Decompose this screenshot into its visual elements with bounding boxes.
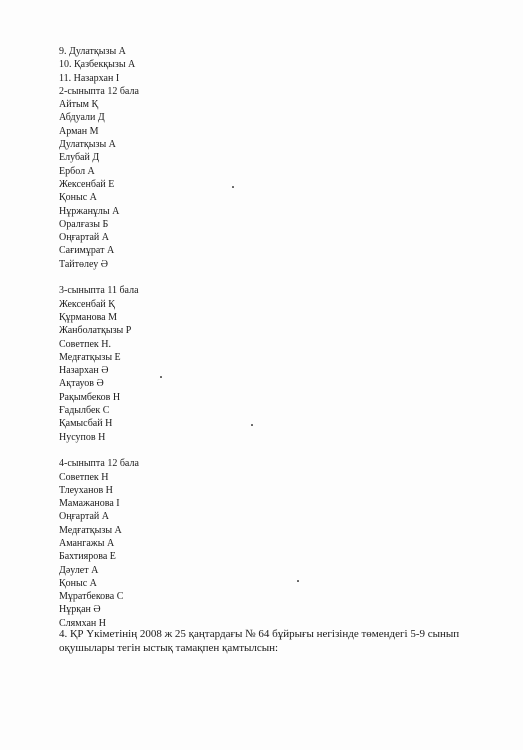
list-item: Елубай Д bbox=[59, 152, 100, 164]
list-item: Медғатқызы А bbox=[59, 524, 122, 536]
list-item: Медғатқызы Е bbox=[59, 351, 121, 363]
list-item: Сағимұрат А bbox=[59, 245, 115, 257]
list-item: Тлеуханов Н bbox=[59, 484, 113, 496]
list-item: Ақтауов Ә bbox=[59, 378, 104, 390]
list-item: Жексенбай Е bbox=[59, 178, 115, 190]
list-item: Бахтиярова Е bbox=[59, 551, 116, 563]
list-item: Рақымбеков Н bbox=[59, 391, 121, 403]
paragraph-line: 4. ҚР Үкіметінің 2008 ж 25 қаңтардағы № 64 бұйрығы негізінде төмендегі 5-9 сынып bbox=[59, 628, 460, 640]
student-list bbox=[59, 45, 479, 630]
section-gap bbox=[59, 444, 479, 457]
list-item: Жексенбай Қ bbox=[59, 298, 115, 310]
list-item: Оралғазы Б bbox=[59, 218, 109, 230]
list-item: 11. Назархан І bbox=[59, 72, 120, 84]
list-item: Советпек Н bbox=[59, 471, 109, 483]
section-gap bbox=[59, 271, 479, 284]
list-item: 10. Қазбекқызы А bbox=[59, 59, 136, 71]
list-item: Мұратбекова С bbox=[59, 591, 124, 603]
list-item: Амангажы А bbox=[59, 537, 115, 549]
list-item: Слямхан Н bbox=[59, 617, 106, 629]
list-item: Абдуали Д bbox=[59, 112, 105, 124]
list-item: Дулатқызы А bbox=[59, 139, 116, 151]
list-item: 9. Дулатқызы А bbox=[59, 46, 126, 57]
list-item: Нусупов Н bbox=[59, 431, 106, 443]
list-item: Оңғартай А bbox=[59, 232, 109, 244]
list-item: Назархан Ә bbox=[59, 365, 109, 377]
list-item: Советпек Н. bbox=[59, 338, 112, 350]
list-item: Нұрқан Ә bbox=[59, 604, 101, 616]
list-item: Қоныс А bbox=[59, 577, 97, 589]
class-2-header: 2-сыныпта 12 бала bbox=[59, 85, 139, 97]
list-item: Ғадылбек С bbox=[59, 405, 110, 417]
list-item: Нұржанұлы А bbox=[59, 205, 120, 217]
scan-speck bbox=[297, 580, 299, 582]
order-paragraph bbox=[59, 627, 499, 655]
list-item: Арман М bbox=[59, 125, 99, 137]
list-item: Оңғартай А bbox=[59, 511, 109, 523]
paragraph-line: оқушылары тегін ыстық тамақпен қамтылсын: bbox=[59, 642, 279, 654]
class-4-header: 4-сыныпта 12 бала bbox=[59, 458, 139, 470]
list-item: Айтым Қ bbox=[59, 99, 99, 111]
list-item: Жанболатқызы Р bbox=[59, 325, 132, 337]
scan-speck bbox=[232, 186, 234, 188]
class-3-header: 3-сыныпта 11 бала bbox=[59, 285, 139, 297]
scan-speck bbox=[160, 376, 162, 378]
list-item: Мамажанова І bbox=[59, 498, 120, 510]
list-item: Ербол А bbox=[59, 165, 95, 177]
list-item: Құрманова М bbox=[59, 311, 117, 323]
list-item: Дәулет А bbox=[59, 564, 99, 576]
list-item: Қоныс А bbox=[59, 192, 97, 204]
list-item: Тайтөлеу Ә bbox=[59, 258, 108, 270]
list-item: Қамысбай Н bbox=[59, 418, 113, 430]
scan-speck bbox=[251, 424, 253, 426]
